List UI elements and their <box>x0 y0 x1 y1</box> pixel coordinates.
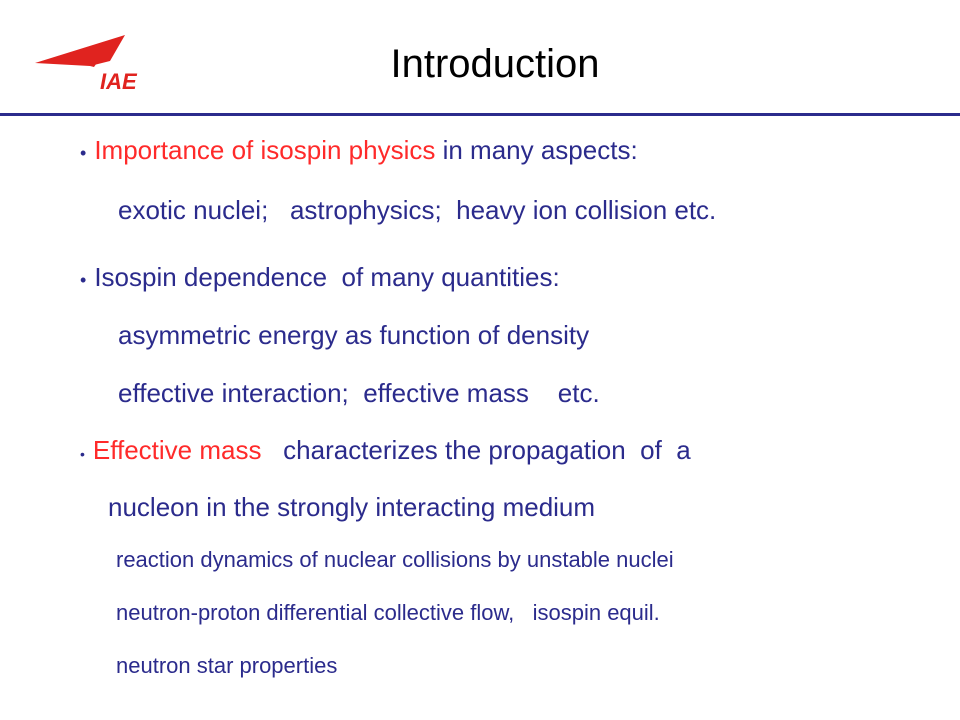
bullet-3-continuation: nucleon in the strongly interacting medium <box>108 492 596 522</box>
bullet-3-rest: characterizes the propagation of a <box>261 435 691 465</box>
logo-text: IAE <box>100 69 137 93</box>
bullet-marker: • <box>80 446 85 462</box>
bullet-3-highlight: Effective mass <box>92 435 262 465</box>
bullet-2 <box>80 262 560 293</box>
slide-title: Introduction <box>390 42 600 86</box>
bullet-2-text: Isospin dependence of many quantities: <box>94 262 560 292</box>
title-divider <box>0 113 960 116</box>
bullet-marker: • <box>80 143 87 163</box>
bullet-1-highlight: Importance of isospin physics <box>94 135 436 165</box>
bullet-2-sub-2: effective interaction; effective mass etc. <box>118 378 600 408</box>
bullet-3 <box>80 435 691 466</box>
bullet-marker: • <box>80 270 87 290</box>
bullet-3-sub-2: neutron-proton differential collective flow, isospin equil. <box>116 600 660 625</box>
bullet-1 <box>80 135 638 166</box>
bullet-3-sub-3: neutron star properties <box>116 653 338 678</box>
bullet-1-rest: in many aspects: <box>435 135 638 165</box>
bullet-1-sub: exotic nuclei; astrophysics; heavy ion collision etc. <box>118 195 717 225</box>
bullet-3-sub-1: reaction dynamics of nuclear collisions by unstable nuclei <box>116 547 674 572</box>
bullet-2-sub-1: asymmetric energy as function of density <box>118 320 590 350</box>
